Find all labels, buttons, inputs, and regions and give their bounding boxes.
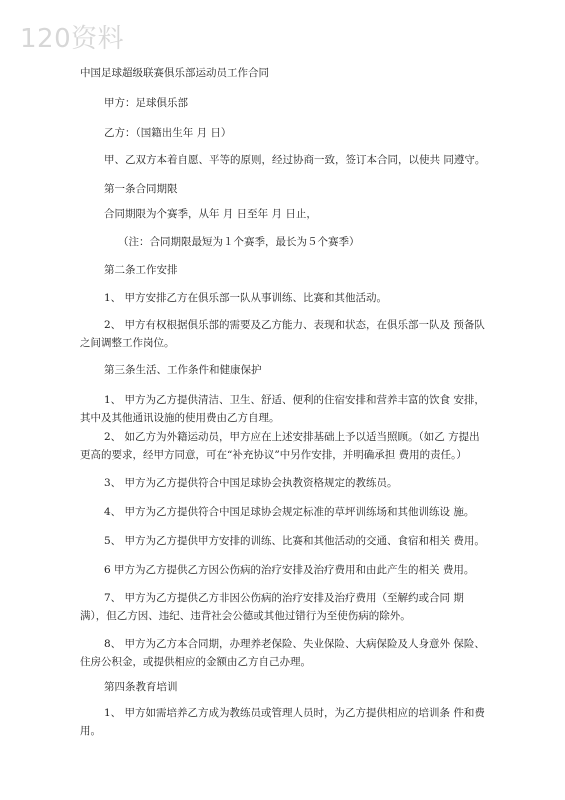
watermark: 120资料	[20, 24, 125, 54]
party-b-line: 乙方：（国籍出生年 月 日）	[104, 127, 232, 139]
article-4-heading: 第四条教育培训	[104, 681, 178, 693]
article-3-item-1: 1、 甲方为乙方提供清洁、卫生、舒适、便利的住宿安排和营养丰富的饮食 安排，其中及其他通讯设施的使用费由乙方自理。	[80, 394, 485, 424]
article-1-note: （注：合同期限最短为１个赛季，最长为５个赛季）	[118, 236, 360, 248]
article-3-item-3: 3、 甲方为乙方提供符合中国足球协会执教资格规定的教练员。	[104, 477, 398, 489]
party-a-line: 甲方：足球俱乐部	[104, 97, 188, 109]
article-1-heading: 第一条合同期限	[104, 183, 178, 195]
article-2-heading: 第二条工作安排	[104, 264, 178, 276]
article-3-item-5: 5、 甲方为乙方提供甲方安排的训练、比赛和其他活动的交通、食宿和相关 费用。	[104, 535, 485, 547]
article-3-item-4: 4、 甲方为乙方提供符合中国足球协会规定标准的草坪训练场和其他训练设 施。	[104, 506, 475, 518]
article-2-item-1: 1、 甲方安排乙方在俱乐部一队从事训练、比赛和其他活动。	[104, 292, 388, 304]
article-3-item-8: 8、 甲方为乙方本合同期，办理养老保险、失业保险、大病保险及人身意外 保险、住房公积金，或提供相应的金额由乙方自己办理。	[80, 638, 485, 668]
article-4-item-1: 1、 甲方如需培养乙方成为教练员或管理人员时，为乙方提供相应的培训条 件和费用。	[80, 707, 485, 737]
article-2-item-2: 2、 甲方有权根据俱乐部的需要及乙方能力、表现和状态，在俱乐部一队及 预备队之间调整工作岗位。	[80, 319, 485, 349]
article-3-item-2: 2、 如乙方为外籍运动员，甲方应在上述安排基础上予以适当照顾。（如乙 方提出更高的要求，经甲方同意，可在“补充协议”中另作安排，并明确承担 费用的责任。）	[80, 431, 480, 461]
article-3-heading: 第三条生活、工作条件和健康保护	[104, 364, 262, 376]
document-title: 中国足球超级联赛俱乐部运动员工作合同	[80, 67, 269, 79]
article-3-item-7: 7、 甲方为乙方提供乙方非因公伤病的治疗安排及治疗费用（至解约或合同 期满），但乙方因、违纪、违背社会公德或其他过错行为至使伤病的除外。	[80, 592, 464, 622]
preamble-paragraph: 甲、乙双方本着自愿、平等的原则，经过协商一致，签订本合同，以使共 同遵守。	[104, 154, 486, 166]
article-1-term-paragraph: 合同期限为个赛季，从年 月 日至年 月 日止，	[104, 208, 317, 220]
article-3-item-6: 6 甲方为乙方提供乙方因公伤病的治疗安排及治疗费用和由此产生的相关 费用。	[104, 564, 475, 576]
